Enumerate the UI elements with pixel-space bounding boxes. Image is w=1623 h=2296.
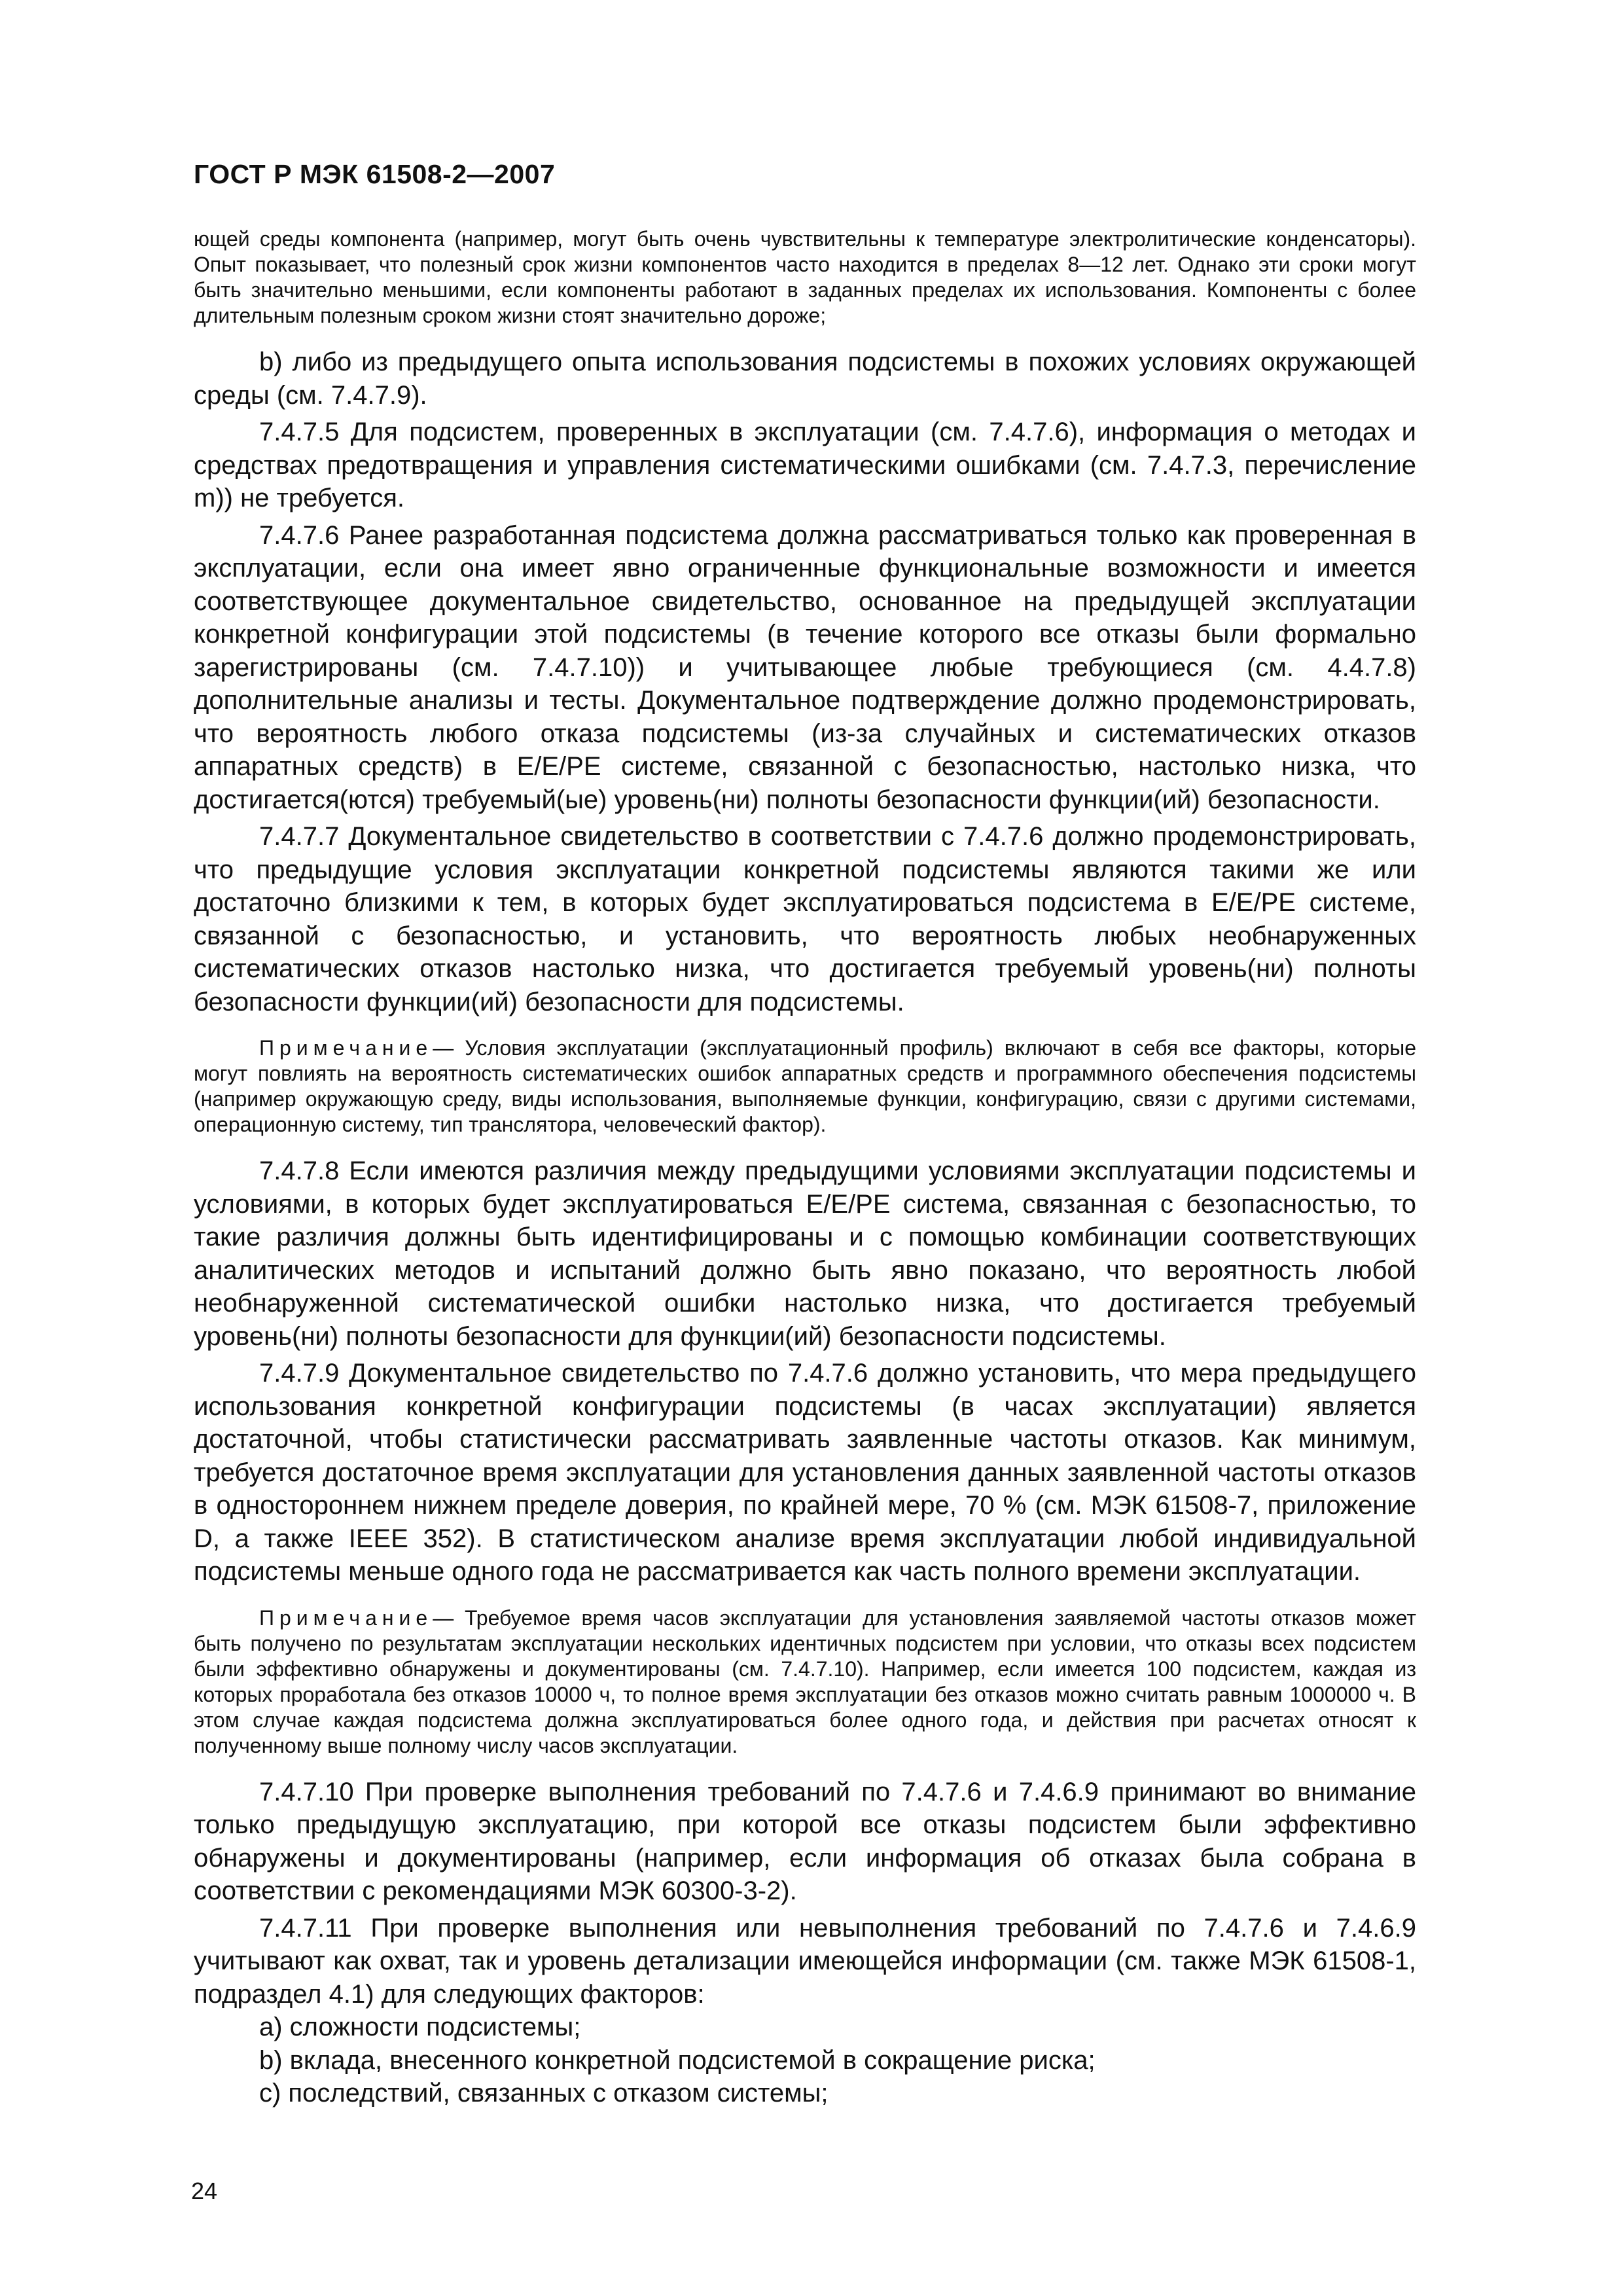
page-number: 24	[191, 2178, 218, 2204]
note-2	[194, 1605, 1416, 1759]
clause-7-4-7-5: 7.4.7.5 Для подсистем, проверенных в эксплуатации (см. 7.4.7.6), информация о методах и средствах предотвращения и управления систематическими ошибками (см. 7.4.7.3, перечисление m)) не требуется.	[194, 418, 1416, 512]
clause-7-4-7-6: 7.4.7.6 Ранее разработанная подсистема должна рассматриваться только как проверенная в эксплуатации, если она имеет явно ограниченные функциональные возможности и имеется соответствующее документальное свидетельство, основанное на предыдущей эксплуатации конкретной конфигурации этой подсистемы (в течение которого все отказы были формально зарегистрированы (см. 7.4.7.10)) и учитывающее любые требующиеся (см. 4.4.7.8) дополнительные анализы и тесты. Документальное подтверждение должно продемонстрировать, что вероятность любого отказа подсистемы (из-за случайных и систематических отказов аппаратных средств) в E/E/PE системе, связанной с безопасностью, настолько низка, что достигается(ются) требуемый(ые) уровень(ни) полноты безопасности функции(ий) безопасности.	[194, 520, 1416, 814]
paragraph-continuation: ющей среды компонента (например, могут быть очень чувствительны к температуре электролитические конденсаторы). Опыт показывает, что полезный срок жизни компонентов часто находится в пределах 8—12 лет. Однако эти сроки могут быть значительно меньшими, если компоненты работают в заданных пределах их использования. Компоненты с более длительным полезным сроком жизни стоят значительно дороже;	[194, 227, 1416, 327]
factor-item-a: a) сложности подсистемы;	[259, 2013, 581, 2041]
clause-7-4-7-10: 7.4.7.10 При проверке выполнения требований по 7.4.7.6 и 7.4.6.9 принимают во внимание только предыдущую эксплуатацию, при которой все отказы подсистем были эффективно обнаружены и документированы (например, если информация об отказах была собрана в соответствии с рекомендациями МЭК 60300-3-2).	[194, 1777, 1416, 1905]
page-content	[194, 226, 1416, 2110]
clause-7-4-7-8: 7.4.7.8 Если имеются различия между предыдущими условиями эксплуатации подсистемы и условиями, в которых будет эксплуатироваться E/E/PE система, связанная с безопасностью, то такие различия должны быть идентифицированы и с помощью комбинации соответствующих аналитических методов и испытаний должно быть явно показано, что вероятность любой необнаруженной систематической ошибки настолько низка, что достигается требуемый уровень(ни) полноты безопасности для функции(ий) безопасности подсистемы.	[194, 1157, 1416, 1351]
note-2-text: — Требуемое время часов эксплуатации для установления заявляемой частоты отказов может быть получено по результатам эксплуатации нескольких идентичных подсистем при условии, что отказы всех подсистем были эффективно обнаружены и документированы (см. 7.4.7.10). Например, если имеется 100 подсистем, каждая из которых проработала без отказов 10000 ч, то полное время эксплуатации без отказов можно считать равным 1000000 ч. В этом случае каждая подсистема должна эксплуатироваться более одного года, и действия при расчетах относят к полученному выше полному числу часов эксплуатации.	[194, 1605, 1416, 1757]
note-1	[194, 1035, 1416, 1138]
list-item-b: b) либо из предыдущего опыта использования подсистемы в похожих условиях окружающей среды (см. 7.4.7.9).	[194, 348, 1416, 410]
clause-7-4-7-9: 7.4.7.9 Документальное свидетельство по 7.4.7.6 должно установить, что мера предыдущего использования конкретной конфигурации подсистемы (в часах эксплуатации) является достаточной, чтобы статистически рассматривать заявленные частоты отказов. Как минимум, требуется достаточное время эксплуатации для установления данных заявленной частоты отказов в одностороннем нижнем пределе доверия, по крайней мере, 70 % (см. МЭК 61508-7, приложение D, а также IEEE 352). В статистическом анализе время эксплуатации любой индивидуальной подсистемы меньше одного года не рассматривается как часть полного времени эксплуатации.	[194, 1359, 1416, 1586]
note-1-text: — Условия эксплуатации (эксплуатационный профиль) включают в себя все факторы, которые могут повлиять на вероятность систематических ошибок аппаратных средств и программного обеспечения подсистемы (например окружающую среду, виды использования, выполняемые функции, конфигурацию, связи с другими системами, операционную систему, тип транслятора, человеческий фактор).	[194, 1036, 1416, 1136]
clause-7-4-7-11: 7.4.7.11 При проверке выполнения или невыполнения требований по 7.4.7.6 и 7.4.6.9 учитывают как охват, так и уровень детализации имеющейся информации (см. также МЭК 61508-1, подраздел 4.1) для следующих факторов:	[194, 1913, 1416, 2009]
factor-item-c: c) последствий, связанных с отказом системы;	[259, 2079, 829, 2108]
note-2-label: Примечание	[259, 1605, 433, 1630]
document-code-header: ГОСТ Р МЭК 61508-2—2007	[194, 159, 556, 189]
factor-item-b: b) вклада, внесенного конкретной подсистемой в сокращение риска;	[259, 2045, 1096, 2075]
clause-7-4-7-7: 7.4.7.7 Документальное свидетельство в соответствии с 7.4.7.6 должно продемонстрировать, что предыдущие условия эксплуатации конкретной подсистемы являются такими же или достаточно близкими к тем, в которых будет эксплуатироваться подсистема в E/E/PE системе, связанной с безопасностью, и установить, что вероятность любых необнаруженных систематических отказов настолько низка, что достигается требуемый уровень(ни) полноты безопасности функции(ий) безопасности для подсистемы.	[194, 822, 1416, 1016]
note-1-label: Примечание	[259, 1036, 433, 1060]
